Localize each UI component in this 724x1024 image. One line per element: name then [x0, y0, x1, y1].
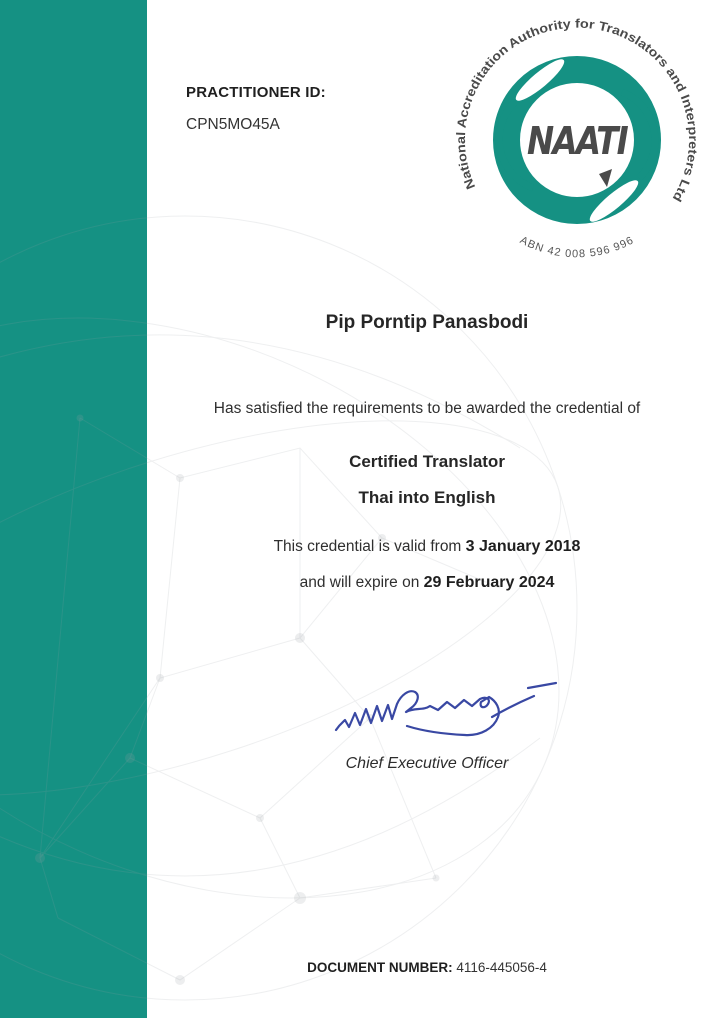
expiry-prefix: and will expire on: [299, 574, 420, 591]
recipient-name: Pip Porntip Panasbodi: [325, 312, 529, 333]
naati-abn-text: ABN 42 008 596 996: [517, 234, 637, 261]
valid-from-date: 3 January 2018: [465, 538, 581, 555]
left-accent-bar: [0, 0, 147, 1018]
expiry-date: 29 February 2024: [423, 574, 555, 591]
award-statement: Has satisfied the requirements to be awarded the credential of: [213, 400, 641, 417]
document-number-label: DOCUMENT NUMBER:: [307, 960, 453, 975]
signatory-title: Chief Executive Officer: [345, 755, 509, 772]
practitioner-id-value: CPN5MO45A: [186, 116, 280, 133]
document-number-line: [147, 960, 707, 975]
valid-from-line: [147, 538, 707, 556]
expiry-line: [147, 574, 707, 592]
certificate-body: [147, 0, 707, 1024]
credential-title: Certified Translator: [349, 452, 505, 471]
practitioner-id-label: PRACTITIONER ID:: [186, 84, 326, 101]
naati-acronym: NAATI: [527, 119, 629, 163]
ceo-signature: [330, 676, 565, 751]
valid-from-prefix: This credential is valid from: [273, 538, 462, 555]
naati-ring-text: National Accreditation Authority for Translators and Interpreters Ltd: [454, 16, 701, 204]
document-number-value: 4116-445056-4: [456, 960, 547, 975]
language-pair: Thai into English: [358, 488, 496, 507]
